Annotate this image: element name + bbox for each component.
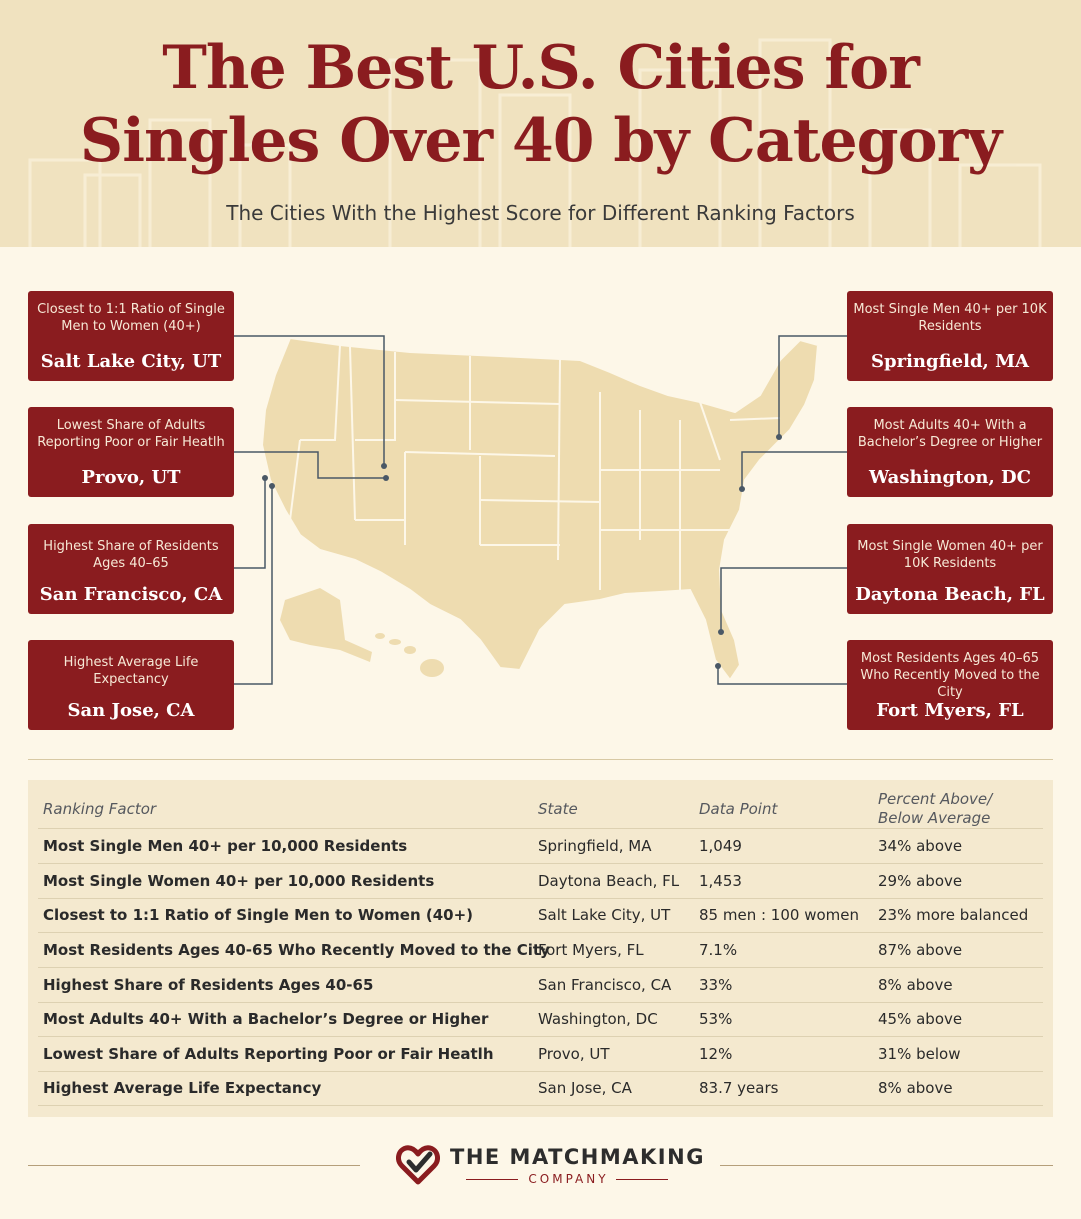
row-state: Daytona Beach, FL — [538, 872, 680, 890]
hawaii-shape — [375, 633, 444, 677]
brand-sub-line-right — [616, 1179, 668, 1180]
row-pct: 23% more balanced — [878, 906, 1029, 924]
table-row — [38, 933, 1043, 968]
callout-label: Closest to 1:1 Ratio of Single Men to Women (40+) — [37, 302, 225, 334]
row-pct: 8% above — [878, 976, 953, 994]
table-header-row — [38, 786, 1043, 829]
callout-label: Most Single Women 40+ per 10K Residents — [857, 539, 1043, 571]
section-divider — [28, 759, 1053, 760]
table-row — [38, 1071, 1043, 1106]
row-pct: 31% below — [878, 1045, 961, 1063]
callout-san-francisco — [28, 524, 234, 614]
callout-label: Highest Average Life Expectancy — [63, 655, 199, 687]
callout-san-jose — [28, 640, 234, 730]
page-subtitle: The Cities With the Highest Score for Different Ranking Factors — [226, 201, 855, 225]
page-title-line1: The Best U.S. Cities for — [162, 33, 919, 103]
heart-check-icon — [396, 1142, 440, 1188]
table-row — [38, 1002, 1043, 1037]
row-factor: Most Residents Ages 40-65 Who Recently Moved to the City — [43, 941, 550, 959]
brand-subtitle: COMPANY — [528, 1172, 609, 1186]
callout-city: Fort Myers, FL — [876, 700, 1024, 721]
footer-line-right — [720, 1165, 1053, 1166]
row-factor: Most Single Men 40+ per 10,000 Residents — [43, 837, 408, 855]
header-data-point: Data Point — [699, 800, 778, 818]
callout-label: Highest Share of Residents Ages 40–65 — [43, 539, 219, 571]
row-data: 33% — [699, 976, 733, 994]
table-row — [38, 968, 1043, 1003]
row-data: 12% — [699, 1045, 733, 1063]
row-state: Springfield, MA — [538, 837, 652, 855]
header-percent-line2: Below Average — [878, 809, 991, 827]
row-state: Salt Lake City, UT — [538, 906, 671, 924]
row-pct: 34% above — [878, 837, 963, 855]
callout-salt-lake-city — [28, 291, 234, 381]
table-row — [38, 1037, 1043, 1072]
row-pct: 87% above — [878, 941, 963, 959]
row-data: 1,453 — [699, 872, 742, 890]
table-row — [38, 864, 1043, 899]
brand-name: THE MATCHMAKING — [450, 1145, 705, 1169]
callout-city: Salt Lake City, UT — [40, 351, 222, 372]
row-pct: 29% above — [878, 872, 963, 890]
callout-fort-myers — [847, 640, 1053, 730]
contiguous-us-shape — [262, 338, 818, 680]
row-factor: Lowest Share of Adults Reporting Poor or Fair Heatlh — [43, 1045, 494, 1063]
table-row — [38, 829, 1043, 864]
row-data: 1,049 — [699, 837, 742, 855]
header-state: State — [538, 800, 578, 818]
footer-line-left — [28, 1165, 360, 1166]
callout-label: Most Adults 40+ With a Bachelor’s Degree or Higher — [857, 418, 1043, 450]
callout-label: Lowest Share of Adults Reporting Poor or Fair Heatlh — [37, 418, 225, 450]
row-data: 83.7 years — [699, 1079, 779, 1097]
page-title-line2: Singles Over 40 by Category — [79, 106, 1002, 176]
callout-label: Most Single Men 40+ per 10K Residents — [853, 302, 1047, 334]
table-row — [38, 898, 1043, 933]
row-state: Fort Myers, FL — [538, 941, 644, 959]
row-state: San Francisco, CA — [538, 976, 672, 994]
row-state: Washington, DC — [538, 1010, 658, 1028]
alaska-shape — [280, 588, 372, 662]
callout-washington — [847, 407, 1053, 497]
row-state: Provo, UT — [538, 1045, 610, 1063]
callout-label: Most Residents Ages 40–65 Who Recently Moved to the City — [860, 651, 1040, 700]
callout-daytona-beach — [847, 524, 1053, 614]
header-ranking-factor: Ranking Factor — [43, 800, 157, 818]
row-pct: 8% above — [878, 1079, 953, 1097]
row-factor: Most Single Women 40+ per 10,000 Residents — [43, 872, 435, 890]
row-factor: Highest Average Life Expectancy — [43, 1079, 322, 1097]
callout-springfield — [847, 291, 1053, 381]
callout-provo — [28, 407, 234, 497]
callout-city: San Jose, CA — [67, 700, 195, 721]
row-data: 85 men : 100 women — [699, 906, 859, 924]
ranking-table — [28, 780, 1053, 1117]
row-factor: Most Adults 40+ With a Bachelor’s Degree or Higher — [43, 1010, 489, 1028]
header-banner — [0, 0, 1081, 247]
row-state: San Jose, CA — [538, 1079, 632, 1097]
callout-city: San Francisco, CA — [39, 584, 223, 605]
callout-city: Springfield, MA — [871, 351, 1029, 372]
row-factor: Highest Share of Residents Ages 40-65 — [43, 976, 374, 994]
callout-city: Provo, UT — [81, 467, 181, 488]
row-data: 7.1% — [699, 941, 738, 959]
row-pct: 45% above — [878, 1010, 963, 1028]
row-factor: Closest to 1:1 Ratio of Single Men to Women (40+) — [43, 906, 474, 924]
row-data: 53% — [699, 1010, 733, 1028]
callout-city: Washington, DC — [869, 467, 1031, 488]
callout-city: Daytona Beach, FL — [855, 584, 1045, 605]
header-percent-line1: Percent Above/ — [878, 790, 993, 808]
